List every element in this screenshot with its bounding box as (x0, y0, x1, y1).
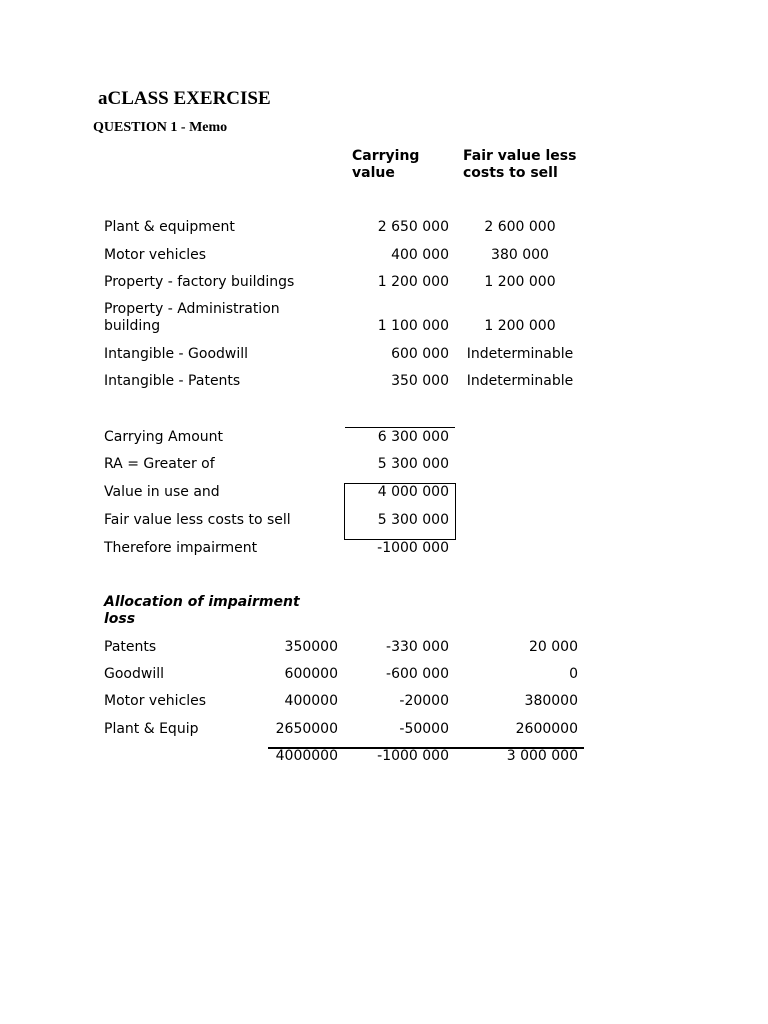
summary-label: Carrying Amount (104, 429, 224, 445)
asset-fair-value: 1 200 000 (484, 274, 556, 290)
allocation-amount: 350000 (284, 639, 338, 655)
impairment-total: -1000 000 (377, 540, 449, 556)
asset-carrying-value: 600 000 (391, 346, 449, 362)
allocation-label: Motor vehicles (104, 693, 207, 709)
allocation-label: Patents (104, 639, 157, 655)
allocation-impairment: -600 000 (386, 666, 449, 682)
asset-fair-value: 2 600 000 (484, 219, 556, 235)
asset-fair-value: 1 200 000 (484, 318, 556, 334)
page-title: aCLASS EXERCISE (98, 88, 271, 109)
carrying-value-header: Carrying value (352, 148, 420, 181)
asset-label: Intangible - Patents (104, 373, 241, 389)
summary-label: Therefore impairment (104, 540, 258, 556)
summary-label: Fair value less costs to sell (104, 512, 291, 528)
fair-value-header: Fair value less costs to sell (463, 148, 577, 181)
asset-carrying-value: 400 000 (391, 247, 449, 263)
allocation-label: Goodwill (104, 666, 164, 682)
allocation-total-impairment: -1000 000 (377, 748, 449, 764)
allocation-amount: 400000 (284, 693, 338, 709)
asset-fair-value: 380 000 (491, 247, 549, 263)
allocation-impairment: -20000 (399, 693, 449, 709)
allocation-label: Plant & Equip (104, 721, 199, 737)
total-rule (345, 427, 455, 428)
allocation-impairment: -330 000 (386, 639, 449, 655)
summary-value: 5 300 000 (377, 512, 449, 528)
asset-label: Property - factory buildings (104, 274, 295, 290)
allocation-result: 380000 (524, 693, 578, 709)
asset-fair-value: Indeterminable (466, 373, 574, 389)
summary-label: RA = Greater of (104, 456, 215, 472)
asset-carrying-value: 2 650 000 (377, 219, 449, 235)
summary-value: 6 300 000 (377, 429, 449, 445)
allocation-result: 20 000 (529, 639, 578, 655)
asset-fair-value: Indeterminable (466, 346, 574, 362)
allocation-impairment: -50000 (399, 721, 449, 737)
allocation-heading: Allocation of impairment loss (104, 594, 300, 627)
summary-value: 4 000 000 (377, 484, 449, 500)
asset-label: Intangible - Goodwill (104, 346, 249, 362)
asset-label: Motor vehicles (104, 247, 207, 263)
asset-carrying-value: 350 000 (391, 373, 449, 389)
allocation-result: 2600000 (515, 721, 578, 737)
asset-carrying-value: 1 100 000 (377, 318, 449, 334)
asset-carrying-value: 1 200 000 (377, 274, 449, 290)
question-heading: QUESTION 1 - Memo (93, 120, 228, 135)
allocation-amount: 600000 (284, 666, 338, 682)
allocation-amount: 2650000 (275, 721, 338, 737)
summary-label: Value in use and (104, 484, 220, 500)
asset-label: Property - Administration building (104, 301, 280, 334)
summary-value: 5 300 000 (377, 456, 449, 472)
asset-label: Plant & equipment (104, 219, 235, 235)
allocation-total-result: 3 000 000 (506, 748, 578, 764)
allocation-total-amount: 4000000 (275, 748, 338, 764)
allocation-result: 0 (569, 666, 578, 682)
